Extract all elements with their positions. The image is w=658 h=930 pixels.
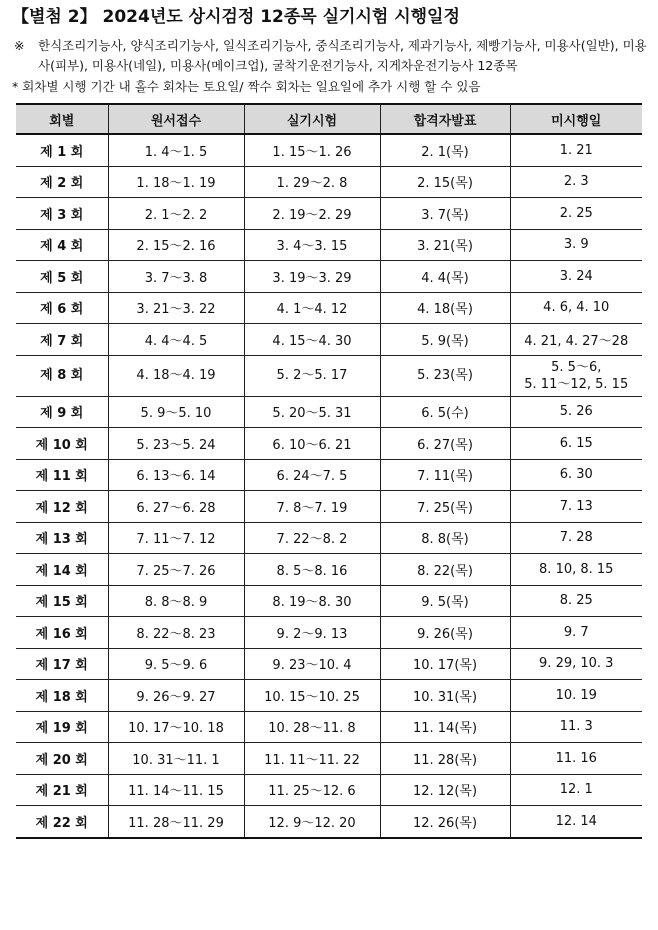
header-result-announcement: 합격자발표 bbox=[380, 104, 510, 134]
cell-non-exam-days: 1. 21 bbox=[510, 134, 642, 166]
cell-exam-period: 10. 15～10. 25 bbox=[244, 680, 380, 712]
cell-exam-period: 12. 9～12. 20 bbox=[244, 806, 380, 838]
cell-application-period: 2. 15～2. 16 bbox=[108, 229, 244, 261]
table-row bbox=[16, 711, 642, 743]
table-row bbox=[16, 743, 642, 775]
cell-round: 제 16 회 bbox=[16, 617, 108, 649]
cell-result-date: 3. 7(목) bbox=[380, 198, 510, 230]
cell-application-period: 1. 4～1. 5 bbox=[108, 134, 244, 166]
cell-exam-period: 10. 28～11. 8 bbox=[244, 711, 380, 743]
cell-application-period: 9. 26～9. 27 bbox=[108, 680, 244, 712]
cell-exam-period: 9. 2～9. 13 bbox=[244, 617, 380, 649]
cell-non-exam-days: 12. 14 bbox=[510, 806, 642, 838]
table-row bbox=[16, 229, 642, 261]
cell-result-date: 11. 14(목) bbox=[380, 711, 510, 743]
table-row bbox=[16, 355, 642, 396]
table-body bbox=[16, 134, 642, 838]
table-row bbox=[16, 774, 642, 806]
table-row bbox=[16, 585, 642, 617]
cell-round: 제 6 회 bbox=[16, 292, 108, 324]
cell-round: 제 22 회 bbox=[16, 806, 108, 838]
cell-result-date: 8. 8(목) bbox=[380, 522, 510, 554]
cell-result-date: 12. 26(목) bbox=[380, 806, 510, 838]
cell-round: 제 19 회 bbox=[16, 711, 108, 743]
cell-result-date: 5. 23(목) bbox=[380, 355, 510, 396]
cell-non-exam-days: 2. 3 bbox=[510, 166, 642, 198]
cell-result-date: 7. 25(목) bbox=[380, 491, 510, 523]
cell-non-exam-days: 12. 1 bbox=[510, 774, 642, 806]
cell-round: 제 11 회 bbox=[16, 459, 108, 491]
cell-round: 제 3 회 bbox=[16, 198, 108, 230]
cell-application-period: 7. 25～7. 26 bbox=[108, 554, 244, 586]
cell-application-period: 3. 21～3. 22 bbox=[108, 292, 244, 324]
cell-application-period: 4. 18～4. 19 bbox=[108, 355, 244, 396]
cell-result-date: 3. 21(목) bbox=[380, 229, 510, 261]
cell-result-date: 6. 27(목) bbox=[380, 428, 510, 460]
cell-exam-period: 3. 19～3. 29 bbox=[244, 261, 380, 293]
cell-exam-period: 6. 10～6. 21 bbox=[244, 428, 380, 460]
cell-application-period: 5. 9～5. 10 bbox=[108, 396, 244, 428]
cell-round: 제 14 회 bbox=[16, 554, 108, 586]
cell-exam-period: 6. 24～7. 5 bbox=[244, 459, 380, 491]
cell-round: 제 17 회 bbox=[16, 648, 108, 680]
table-row bbox=[16, 324, 642, 356]
cell-round: 제 13 회 bbox=[16, 522, 108, 554]
cell-non-exam-days: 4. 21, 4. 27～28 bbox=[510, 324, 642, 356]
cell-exam-period: 11. 25～12. 6 bbox=[244, 774, 380, 806]
cell-non-exam-days: 11. 16 bbox=[510, 743, 642, 775]
cell-non-exam-days: 10. 19 bbox=[510, 680, 642, 712]
table-row bbox=[16, 396, 642, 428]
target-items-text: 한식조리기능사, 양식조리기능사, 일식조리기능사, 중식조리기능사, 제과기능사, 제빵기능사, 미용사(일반), 미용사(피부), 미용사(네일), 미용사(메이크업), 굴착기운전기능사, 지게차운전기능사 12종목 bbox=[38, 38, 647, 73]
cell-non-exam-days: 6. 15 bbox=[510, 428, 642, 460]
header-application: 원서접수 bbox=[108, 104, 244, 134]
cell-application-period: 1. 18～1. 19 bbox=[108, 166, 244, 198]
cell-exam-period: 11. 11～11. 22 bbox=[244, 743, 380, 775]
cell-round: 제 18 회 bbox=[16, 680, 108, 712]
table-row bbox=[16, 428, 642, 460]
table-row bbox=[16, 680, 642, 712]
cell-round: 제 9 회 bbox=[16, 396, 108, 428]
document-title: 【별첨 2】 2024년도 상시검정 12종목 실기시험 시행일정 bbox=[12, 7, 460, 27]
cell-exam-period: 5. 2～5. 17 bbox=[244, 355, 380, 396]
cell-exam-period: 4. 15～4. 30 bbox=[244, 324, 380, 356]
cell-non-exam-days: 4. 6, 4. 10 bbox=[510, 292, 642, 324]
cell-non-exam-days: 3. 24 bbox=[510, 261, 642, 293]
cell-non-exam-days: 9. 29, 10. 3 bbox=[510, 648, 642, 680]
cell-application-period: 9. 5～9. 6 bbox=[108, 648, 244, 680]
schedule-table bbox=[16, 103, 642, 839]
cell-exam-period: 1. 29～2. 8 bbox=[244, 166, 380, 198]
header-non-exam-days: 미시행일 bbox=[510, 104, 642, 134]
cell-round: 제 1 회 bbox=[16, 134, 108, 166]
table-row bbox=[16, 522, 642, 554]
table-row bbox=[16, 166, 642, 198]
cell-round: 제 15 회 bbox=[16, 585, 108, 617]
cell-application-period: 10. 17～10. 18 bbox=[108, 711, 244, 743]
table-row bbox=[16, 198, 642, 230]
cell-exam-period: 7. 8～7. 19 bbox=[244, 491, 380, 523]
weekend-note: * 회차별 시행 기간 내 홀수 회차는 토요일/ 짝수 회차는 일요일에 추가 시행 할 수 있음 bbox=[12, 79, 481, 94]
cell-result-date: 2. 1(목) bbox=[380, 134, 510, 166]
cell-exam-period: 8. 5～8. 16 bbox=[244, 554, 380, 586]
table-row bbox=[16, 292, 642, 324]
cell-non-exam-days: 11. 3 bbox=[510, 711, 642, 743]
table-row bbox=[16, 648, 642, 680]
table-row bbox=[16, 459, 642, 491]
cell-result-date: 8. 22(목) bbox=[380, 554, 510, 586]
cell-round: 제 5 회 bbox=[16, 261, 108, 293]
cell-non-exam-days: 3. 9 bbox=[510, 229, 642, 261]
cell-round: 제 21 회 bbox=[16, 774, 108, 806]
cell-non-exam-days: 5. 26 bbox=[510, 396, 642, 428]
cell-result-date: 11. 28(목) bbox=[380, 743, 510, 775]
cell-application-period: 2. 1～2. 2 bbox=[108, 198, 244, 230]
cell-result-date: 10. 31(목) bbox=[380, 680, 510, 712]
cell-result-date: 12. 12(목) bbox=[380, 774, 510, 806]
cell-application-period: 10. 31～11. 1 bbox=[108, 743, 244, 775]
table-row bbox=[16, 806, 642, 838]
cell-application-period: 6. 13～6. 14 bbox=[108, 459, 244, 491]
cell-round: 제 20 회 bbox=[16, 743, 108, 775]
cell-exam-period: 1. 15～1. 26 bbox=[244, 134, 380, 166]
cell-round: 제 12 회 bbox=[16, 491, 108, 523]
cell-application-period: 8. 22～8. 23 bbox=[108, 617, 244, 649]
cell-result-date: 5. 9(목) bbox=[380, 324, 510, 356]
table-row bbox=[16, 554, 642, 586]
cell-exam-period: 7. 22～8. 2 bbox=[244, 522, 380, 554]
cell-exam-period: 9. 23～10. 4 bbox=[244, 648, 380, 680]
table-row bbox=[16, 491, 642, 523]
cell-non-exam-days: 8. 10, 8. 15 bbox=[510, 554, 642, 586]
cell-round: 제 4 회 bbox=[16, 229, 108, 261]
cell-round: 제 10 회 bbox=[16, 428, 108, 460]
cell-non-exam-days: 9. 7 bbox=[510, 617, 642, 649]
cell-non-exam-days: 8. 25 bbox=[510, 585, 642, 617]
cell-non-exam-days: 7. 28 bbox=[510, 522, 642, 554]
cell-exam-period: 5. 20～5. 31 bbox=[244, 396, 380, 428]
cell-application-period: 7. 11～7. 12 bbox=[108, 522, 244, 554]
cell-application-period: 4. 4～4. 5 bbox=[108, 324, 244, 356]
cell-application-period: 11. 28～11. 29 bbox=[108, 806, 244, 838]
table-row bbox=[16, 134, 642, 166]
cell-non-exam-days: 5. 5～6, 5. 11～12, 5. 15 bbox=[510, 355, 642, 396]
cell-round: 제 8 회 bbox=[16, 355, 108, 396]
cell-application-period: 8. 8～8. 9 bbox=[108, 585, 244, 617]
document-page bbox=[12, 6, 648, 839]
cell-non-exam-days: 2. 25 bbox=[510, 198, 642, 230]
cell-result-date: 9. 5(목) bbox=[380, 585, 510, 617]
reference-mark: ※ bbox=[14, 38, 25, 53]
cell-non-exam-days: 6. 30 bbox=[510, 459, 642, 491]
cell-result-date: 4. 18(목) bbox=[380, 292, 510, 324]
cell-round: 제 7 회 bbox=[16, 324, 108, 356]
cell-application-period: 5. 23～5. 24 bbox=[108, 428, 244, 460]
header-practical-exam: 실기시험 bbox=[244, 104, 380, 134]
cell-exam-period: 4. 1～4. 12 bbox=[244, 292, 380, 324]
cell-result-date: 2. 15(목) bbox=[380, 166, 510, 198]
table-header-row bbox=[16, 104, 642, 134]
table-row bbox=[16, 261, 642, 293]
header-round: 회별 bbox=[16, 104, 108, 134]
cell-result-date: 9. 26(목) bbox=[380, 617, 510, 649]
table-row bbox=[16, 617, 642, 649]
cell-exam-period: 8. 19～8. 30 bbox=[244, 585, 380, 617]
cell-application-period: 6. 27～6. 28 bbox=[108, 491, 244, 523]
cell-non-exam-days: 7. 13 bbox=[510, 491, 642, 523]
cell-result-date: 10. 17(목) bbox=[380, 648, 510, 680]
cell-result-date: 4. 4(목) bbox=[380, 261, 510, 293]
target-items-note bbox=[12, 36, 648, 76]
cell-round: 제 2 회 bbox=[16, 166, 108, 198]
cell-exam-period: 3. 4～3. 15 bbox=[244, 229, 380, 261]
cell-result-date: 6. 5(수) bbox=[380, 396, 510, 428]
cell-application-period: 11. 14～11. 15 bbox=[108, 774, 244, 806]
cell-application-period: 3. 7～3. 8 bbox=[108, 261, 244, 293]
cell-exam-period: 2. 19～2. 29 bbox=[244, 198, 380, 230]
cell-result-date: 7. 11(목) bbox=[380, 459, 510, 491]
